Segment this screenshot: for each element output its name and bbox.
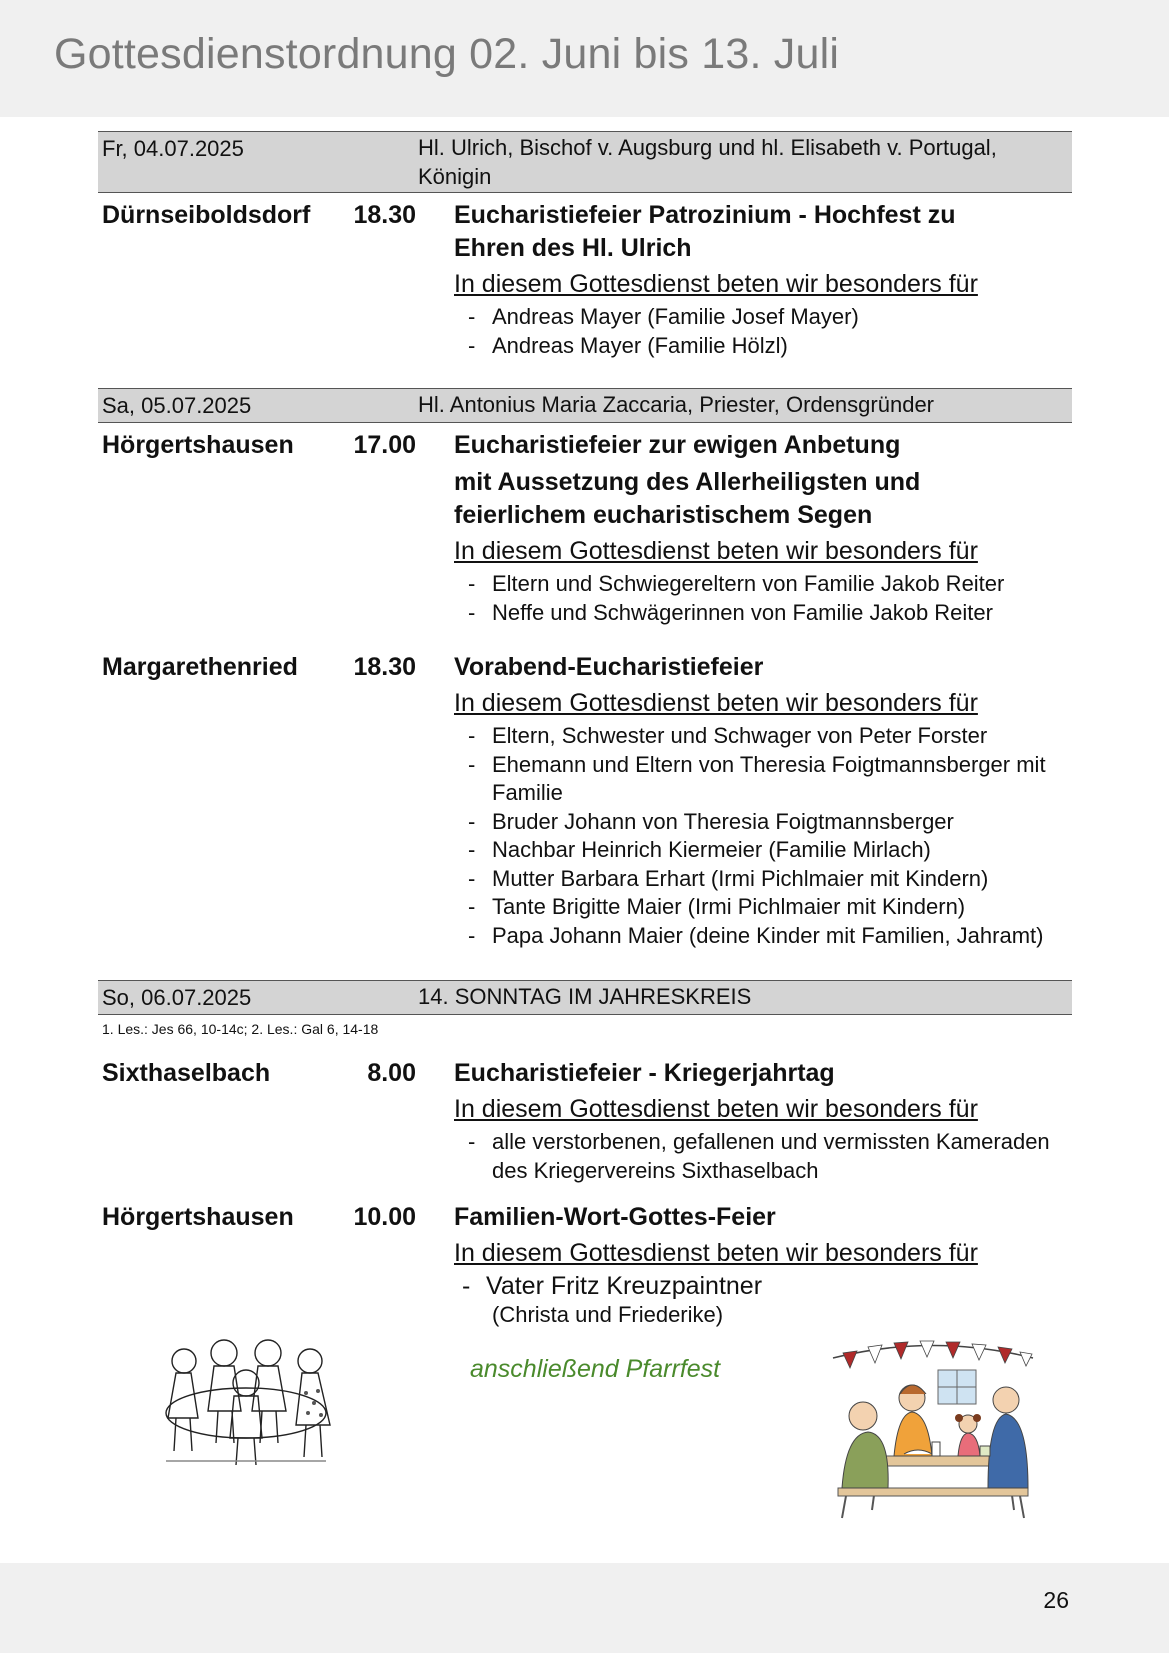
intention-item: - Papa Johann Maier (deine Kinder mit Familien, Jahramt) <box>454 922 1072 951</box>
service-title <box>454 1201 1072 1234</box>
intention-item: - Vater Fritz Kreuzpaintner <box>454 1272 1072 1301</box>
day-feast: 14. SONNTAG IM JAHRESKREIS <box>418 984 752 1009</box>
day-date: So, 06.07.2025 <box>102 985 252 1010</box>
service-entry <box>98 1057 1072 1185</box>
intention-item: - Andreas Mayer (Familie Hölzl) <box>454 332 1072 361</box>
service-time: 8.00 <box>367 1059 416 1087</box>
day-date: Fr, 04.07.2025 <box>102 136 244 161</box>
intention-list <box>454 1272 1072 1301</box>
page-title: Gottesdienstordnung 02. Juni bis 13. Juli <box>54 30 840 78</box>
intention-item: - Eltern, Schwester und Schwager von Peter Forster <box>454 722 1072 751</box>
service-title-line: Eucharistiefeier - Kriegerjahrtag <box>454 1059 835 1087</box>
intention-item: - Tante Brigitte Maier (Irmi Pichlmaier mit Kindern) <box>454 893 1072 922</box>
prayer-heading: In diesem Gottesdienst beten wir besonders für <box>454 537 978 565</box>
service-place: Sixthaselbach <box>102 1059 271 1087</box>
page-footer <box>0 1563 1169 1653</box>
service-time: 10.00 <box>353 1203 416 1231</box>
intention-item: - Eltern und Schwiegereltern von Familie Jakob Reiter <box>454 570 1072 599</box>
intention-item: - Ehemann und Eltern von Theresia Foigtmannsberger mit Familie <box>454 751 1072 808</box>
day-header <box>98 388 1072 423</box>
service-title-line: Eucharistiefeier zur ewigen Anbetung <box>454 431 901 459</box>
service-place: Margarethenried <box>102 653 298 681</box>
page-number: 26 <box>1043 1587 1069 1613</box>
service-title <box>454 429 1072 532</box>
intention-item: - Nachbar Heinrich Kiermeier (Familie Mirlach) <box>454 836 1072 865</box>
parish-festival-illustration <box>828 1338 1038 1528</box>
service-title-line: Eucharistiefeier Patrozinium - Hochfest zu <box>454 201 956 229</box>
page-header <box>0 0 1169 117</box>
intention-note: (Christa und Friederike) <box>492 1302 724 1327</box>
day-feast: Hl. Ulrich, Bischof v. Augsburg und hl. Elisabeth v. Portugal, Königin <box>418 135 997 189</box>
prayer-heading: In diesem Gottesdienst beten wir besonders für <box>454 1095 978 1123</box>
prayer-heading: In diesem Gottesdienst beten wir besonders für <box>454 689 978 717</box>
service-title-line: Ehren des Hl. Ulrich <box>454 234 692 262</box>
intention-list <box>454 1128 1072 1185</box>
prayer-heading: In diesem Gottesdienst beten wir besonders für <box>454 1239 978 1267</box>
service-place: Hörgertshausen <box>102 431 294 459</box>
service-title-line: mit Aussetzung des Allerheiligsten und <box>454 468 921 496</box>
intention-list <box>454 570 1072 627</box>
service-title-line: feierlichem eucharistischem Segen <box>454 501 873 529</box>
service-time: 17.00 <box>353 431 416 459</box>
day-header <box>98 131 1072 193</box>
service-place: Dürnseiboldsdorf <box>102 201 311 229</box>
service-title <box>454 1057 1072 1090</box>
schedule <box>98 131 1072 1384</box>
intention-item: - Mutter Barbara Erhart (Irmi Pichlmaier mit Kindern) <box>454 865 1072 894</box>
intention-item: - Bruder Johann von Theresia Foigtmannsberger <box>454 808 1072 837</box>
readings: 1. Les.: Jes 66, 10-14c; 2. Les.: Gal 6, 14-18 <box>102 1021 379 1037</box>
day-header <box>98 980 1072 1015</box>
service-title-line: Familien-Wort-Gottes-Feier <box>454 1203 776 1231</box>
service-title <box>454 199 1072 265</box>
service-time: 18.30 <box>353 653 416 681</box>
service-time: 18.30 <box>353 201 416 229</box>
service-place: Hörgertshausen <box>102 1203 294 1231</box>
service-entry <box>98 429 1072 627</box>
service-title <box>454 651 1072 684</box>
intention-list <box>454 303 1072 360</box>
after-note: anschließend Pfarrfest <box>470 1355 721 1383</box>
intention-item: - alle verstorbenen, gefallenen und vermissten Kameraden des Kriegervereins Sixthaselbach <box>454 1128 1072 1185</box>
children-circle-illustration <box>146 1333 346 1473</box>
day-feast: Hl. Antonius Maria Zaccaria, Priester, Ordensgründer <box>418 392 935 417</box>
intention-item: - Neffe und Schwägerinnen von Familie Jakob Reiter <box>454 599 1072 628</box>
prayer-heading: In diesem Gottesdienst beten wir besonders für <box>454 270 978 298</box>
service-entry <box>98 651 1072 950</box>
intention-list <box>454 722 1072 950</box>
service-entry <box>98 199 1072 360</box>
day-date: Sa, 05.07.2025 <box>102 393 252 418</box>
intention-item: - Andreas Mayer (Familie Josef Mayer) <box>454 303 1072 332</box>
service-title-line: Vorabend-Eucharistiefeier <box>454 653 764 681</box>
